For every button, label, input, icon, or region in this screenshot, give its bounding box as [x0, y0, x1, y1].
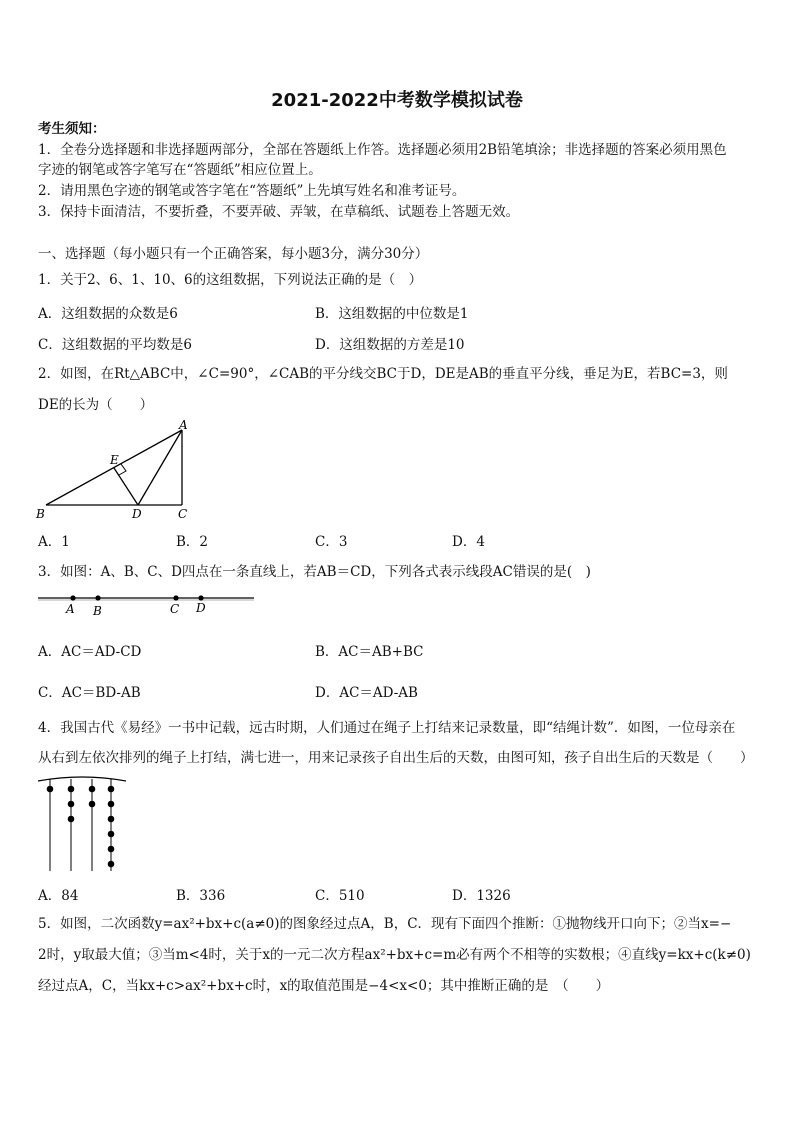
q2-option-d: D．4 — [452, 534, 485, 550]
knot — [108, 861, 115, 868]
notice-heading: 考生须知： — [38, 121, 106, 137]
label-c: C — [178, 507, 188, 521]
point-c-label: C — [170, 602, 180, 616]
label-a: A — [179, 418, 188, 432]
section-heading: 一、选择题（每小题只有一个正确答案，每小题3分，满分30分） — [38, 246, 429, 262]
label-d: D — [132, 507, 142, 521]
q3-option-d: D．AC＝AD-AB — [315, 685, 418, 701]
exam-title: 2021-2022中考数学模拟试卷 — [271, 90, 523, 111]
label-b: B — [36, 507, 45, 521]
q3-option-c: C．AC＝BD-AB — [38, 685, 141, 701]
knot — [68, 816, 75, 823]
question-4-stem: 4．我国古代《易经》一书中记载，远古时期，人们通过在绳子上打结来记录数量，即“结绳计数”．如图，一位母亲在 — [38, 720, 736, 736]
notice-item: 1．全卷分选择题和非选择题两部分，全部在答题纸上作答。选择题必须用2B铅笔填涂；非选择题的答案必须用黑色 — [38, 142, 727, 158]
q4-option-c: C．510 — [315, 888, 365, 904]
number-line-figure — [36, 588, 258, 618]
question-4-stem-cont: 从右到左依次排列的绳子上打结，满七进一，用来记录孩子自出生后的天数，由图可知，孩子自出生后的天数是（ ） — [38, 750, 754, 766]
q2-option-c: C．3 — [315, 534, 348, 550]
triangle-figure — [30, 418, 200, 523]
q2-option-b: B．2 — [176, 534, 209, 550]
point-b-label: B — [93, 604, 102, 618]
notice-item: 3．保持卡面清洁，不要折叠，不要弄破、弄皱，在草稿纸、试题卷上答题无效。 — [38, 204, 520, 220]
q1-option-c: C．这组数据的平均数是6 — [38, 337, 192, 353]
label-e: E — [110, 453, 119, 467]
knot — [108, 846, 115, 853]
q4-option-b: B．336 — [176, 888, 226, 904]
notice-item: 字迹的钢笔或答字笔写在“答题纸”相应位置上。 — [38, 162, 322, 178]
knot — [108, 801, 115, 808]
knot — [47, 786, 54, 793]
q3-option-b: B．AC＝AB+BC — [315, 644, 424, 660]
q4-option-a: A．84 — [38, 888, 79, 904]
question-2-stem-cont: DE的长为（ ） — [38, 397, 154, 413]
knot — [108, 831, 115, 838]
question-5-line-2: 2时，y取最大值；③当m<4时，关于x的一元二次方程ax²+bx+c=m必有两个不相等的实数根；④直线y=kx+c(k≠0) — [38, 947, 751, 963]
q1-option-b: B．这组数据的中位数是1 — [315, 306, 469, 322]
q1-option-a: A．这组数据的众数是6 — [38, 306, 178, 322]
question-2-stem: 2．如图，在Rt△ABC中，∠C=90°，∠CAB的平分线交BC于D，DE是AB的垂直平分线，垂足为E，若BC=3，则 — [38, 366, 728, 382]
question-5-line-1: 5．如图，二次函数y=ax²+bx+c(a≠0)的图象经过点A，B，C．现有下面四个推断：①抛物线开口向下；②当x=− — [38, 916, 732, 932]
knot — [68, 801, 75, 808]
question-5-line-3: 经过点A，C，当kx+c>ax²+bx+c时，x的取值范围是−4<x<0；其中推断正确的是 （ ） — [38, 978, 610, 994]
knot — [108, 786, 115, 793]
knot — [108, 816, 115, 823]
knot — [68, 786, 75, 793]
q1-option-d: D．这组数据的方差是10 — [315, 337, 465, 353]
notice-item: 2．请用黑色字迹的钢笔或答字笔在“答题纸”上先填写姓名和准考证号。 — [38, 183, 466, 199]
point-d-label: D — [196, 601, 206, 615]
knot-rope-figure — [36, 775, 128, 875]
q3-option-a: A．AC＝AD-CD — [38, 644, 142, 660]
question-3-stem: 3．如图：A、B、C、D四点在一条直线上，若AB＝CD，下列各式表示线段AC错误的是( ) — [38, 564, 591, 580]
q2-option-a: A．1 — [38, 534, 70, 550]
point-a-label: A — [66, 602, 75, 616]
knot — [89, 786, 96, 793]
q4-option-d: D．1326 — [452, 888, 511, 904]
knot — [89, 801, 96, 808]
question-1-stem: 1．关于2、6、1、10、6的这组数据，下列说法正确的是（ ） — [38, 272, 423, 288]
